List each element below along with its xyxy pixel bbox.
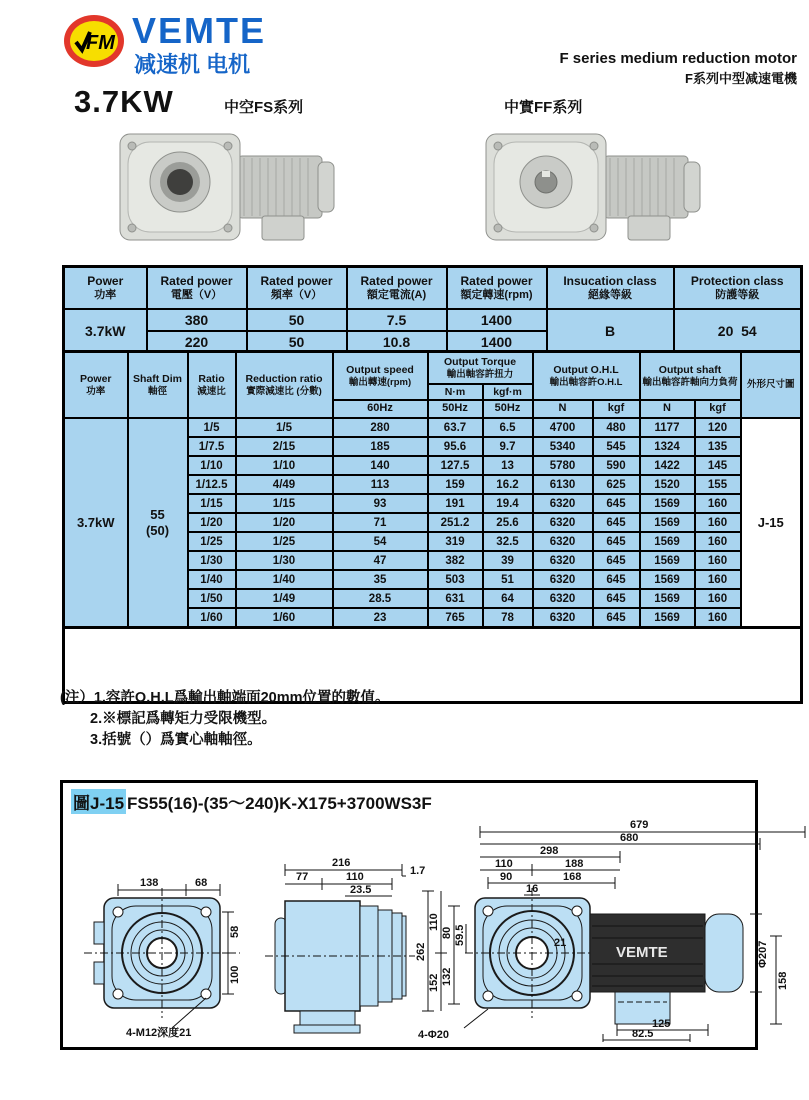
svg-text:59.5: 59.5 (454, 924, 466, 946)
cell: 1569 (640, 570, 695, 589)
series-title-en: F series medium reduction motor (559, 50, 797, 67)
cell: 765 (428, 608, 483, 628)
cell: 32.5 (483, 532, 533, 551)
cell: 39 (483, 551, 533, 570)
cell: 1/5 (236, 418, 333, 437)
power-rating-title: 3.7KW (74, 84, 174, 119)
vemte-logo-icon (62, 12, 126, 70)
cell: 28.5 (333, 589, 428, 608)
cell: 127.5 (428, 456, 483, 475)
col-power: Power 功率 (64, 352, 128, 419)
cell: 155 (695, 475, 741, 494)
cell: 4700 (533, 418, 593, 437)
cell: 1569 (640, 608, 695, 628)
svg-text:FM: FM (86, 32, 115, 54)
cell: 590 (593, 456, 640, 475)
cell: 382 (428, 551, 483, 570)
brand-name: VEMTE (132, 10, 267, 51)
cell: 113 (333, 475, 428, 494)
cell: 159 (428, 475, 483, 494)
ratio-spec-table (62, 350, 803, 704)
cell: 1/12.5 (188, 475, 236, 494)
hz-torque-kgfm: 50Hz (483, 400, 533, 418)
cell: 1/5 (188, 418, 236, 437)
cell: 1/50 (188, 589, 236, 608)
cell: 1/10 (188, 456, 236, 475)
cell: 1/15 (236, 494, 333, 513)
svg-text:110: 110 (346, 871, 364, 883)
cell: 35 (333, 570, 428, 589)
cell: 16.2 (483, 475, 533, 494)
cell: 6320 (533, 532, 593, 551)
product-photo-fs (112, 124, 347, 257)
model-code: FS55(16)-(35～240)K-X175+3700WS3F (127, 794, 432, 813)
hz-speed: 60Hz (333, 400, 428, 418)
cell: 78 (483, 608, 533, 628)
cell: 1/20 (188, 513, 236, 532)
svg-text:298: 298 (540, 845, 559, 857)
svg-text:152: 152 (428, 973, 440, 992)
cell: 380 (147, 309, 247, 331)
cell: 93 (333, 494, 428, 513)
note-line-1: (注）1.容許O.H.L爲輸出軸端面20mm位置的數值。 (60, 690, 390, 706)
rated-power-table (62, 265, 803, 355)
cell: 5340 (533, 437, 593, 456)
cell: 1569 (640, 551, 695, 570)
svg-text:VEMTE: VEMTE (616, 944, 668, 961)
cell: 645 (593, 589, 640, 608)
svg-text:77: 77 (296, 871, 309, 883)
svg-text:80: 80 (441, 926, 453, 939)
col-output-speed: Output speed 輸出轉速(rpm) (333, 352, 428, 401)
cell: 7.5 (347, 309, 447, 331)
notes-block (60, 688, 390, 751)
cell: 1/25 (236, 532, 333, 551)
cell: 1/10 (236, 456, 333, 475)
cell: 191 (428, 494, 483, 513)
power-value: 3.7kW (64, 309, 147, 354)
unit-shaft-n: N (640, 400, 695, 418)
cell: 251.2 (428, 513, 483, 532)
cell: 50 (247, 331, 347, 354)
cell: 1520 (640, 475, 695, 494)
cell: 503 (428, 570, 483, 589)
cell: 1/60 (188, 608, 236, 628)
insulation-value: B (547, 309, 674, 354)
unit-ohl-n: N (533, 400, 593, 418)
power-value: 3.7kW (64, 418, 128, 628)
cell: 6320 (533, 570, 593, 589)
cell: 135 (695, 437, 741, 456)
svg-text:16: 16 (526, 883, 539, 895)
cell: 1/49 (236, 589, 333, 608)
cell: 6.5 (483, 418, 533, 437)
cell: 120 (695, 418, 741, 437)
cell: 13 (483, 456, 533, 475)
col-frequency: Rated power 頻率（V） (247, 267, 347, 310)
svg-text:82.5: 82.5 (632, 1028, 654, 1040)
svg-text:58: 58 (229, 925, 241, 938)
svg-text:110: 110 (428, 913, 440, 931)
dimension-drawing (60, 806, 809, 1042)
series-label-ff: 中實FF系列 (504, 99, 583, 116)
cell: 1400 (447, 331, 547, 354)
cell: 645 (593, 570, 640, 589)
svg-text:68: 68 (195, 877, 208, 889)
svg-text:216: 216 (332, 857, 351, 869)
cell: 2/15 (236, 437, 333, 456)
cell: 23 (333, 608, 428, 628)
svg-text:110: 110 (495, 858, 513, 870)
svg-text:158: 158 (777, 971, 789, 990)
cell: 1422 (640, 456, 695, 475)
table-header-row (64, 267, 802, 310)
cell: 71 (333, 513, 428, 532)
svg-text:4-M12深度21: 4-M12深度21 (126, 1027, 192, 1039)
col-output-ohl: Output O.H.L 輸出軸容許O.H.L (533, 352, 640, 401)
cell: 25.6 (483, 513, 533, 532)
unit-nm: N·m (428, 384, 483, 400)
svg-text:262: 262 (415, 942, 427, 961)
svg-text:90: 90 (500, 871, 513, 883)
note-line-3: 3.括號（）爲實心軸軸徑。 (90, 732, 262, 749)
note-line-2: 2.※標記爲轉矩力受限機型。 (90, 711, 277, 728)
cell: 160 (695, 608, 741, 628)
col-insulation: Insucation class 絕緣等級 (547, 267, 674, 310)
cell: 160 (695, 513, 741, 532)
series-title-zh: F系列中型减速電機 (685, 71, 797, 86)
col-current: Rated power 額定電流(A) (347, 267, 447, 310)
cell: 51 (483, 570, 533, 589)
cell: 1/30 (236, 551, 333, 570)
cell: 5780 (533, 456, 593, 475)
col-speed: Rated power 額定轉速(rpm) (447, 267, 547, 310)
cell: 10.8 (347, 331, 447, 354)
cell: 6320 (533, 608, 593, 628)
brand-subtitle: 减速机 电机 (134, 52, 251, 77)
cell: 140 (333, 456, 428, 475)
cell: 645 (593, 513, 640, 532)
cell: 160 (695, 570, 741, 589)
cell: 645 (593, 551, 640, 570)
cell: 19.4 (483, 494, 533, 513)
cell: 645 (593, 608, 640, 628)
cell: 1/20 (236, 513, 333, 532)
col-reduction-ratio: Reduction ratio 實際減速比 (分數) (236, 352, 333, 419)
cell: 1/40 (236, 570, 333, 589)
svg-text:188: 188 (565, 858, 584, 870)
cell: 1569 (640, 513, 695, 532)
cell: 1569 (640, 532, 695, 551)
cell: 1/30 (188, 551, 236, 570)
cell: 160 (695, 494, 741, 513)
svg-text:138: 138 (140, 877, 159, 889)
cell: 54 (333, 532, 428, 551)
cell: 4/49 (236, 475, 333, 494)
cell: 50 (247, 309, 347, 331)
table-row (64, 418, 802, 437)
cell: 280 (333, 418, 428, 437)
cell: 1177 (640, 418, 695, 437)
unit-shaft-kgf: kgf (695, 400, 741, 418)
shaft-dim-value: 55 (50) (128, 418, 188, 628)
cell: 1/25 (188, 532, 236, 551)
hz-torque-nm: 50Hz (428, 400, 483, 418)
cell: 63.7 (428, 418, 483, 437)
svg-text:132: 132 (441, 967, 453, 986)
cell: 631 (428, 589, 483, 608)
svg-text:680: 680 (620, 832, 639, 844)
protection-value: 20 54 (674, 309, 802, 354)
cell: 185 (333, 437, 428, 456)
cell: 64 (483, 589, 533, 608)
unit-ohl-kgf: kgf (593, 400, 640, 418)
figure-ref-value: J-15 (741, 418, 802, 628)
svg-text:1.7: 1.7 (410, 865, 426, 877)
cell: 645 (593, 494, 640, 513)
cell: 9.7 (483, 437, 533, 456)
col-dimension-figure: 外形尺寸圖 (741, 352, 802, 419)
svg-text:4-Φ20: 4-Φ20 (418, 1029, 450, 1041)
cell: 95.6 (428, 437, 483, 456)
cell: 6320 (533, 551, 593, 570)
cell: 319 (428, 532, 483, 551)
cell: 1/15 (188, 494, 236, 513)
col-voltage: Rated power 電壓（V） (147, 267, 247, 310)
cell: 1/40 (188, 570, 236, 589)
series-label-fs: 中空FS系列 (224, 99, 304, 116)
unit-kgfm: kgf·m (483, 384, 533, 400)
cell: 1/60 (236, 608, 333, 628)
cell: 480 (593, 418, 640, 437)
cell: 645 (593, 532, 640, 551)
svg-text:100: 100 (229, 965, 241, 984)
col-output-torque: Output Torque 輸出軸容許扭力 (428, 352, 533, 385)
spec-table-body (64, 418, 802, 628)
cell: 1/7.5 (188, 437, 236, 456)
cell: 6320 (533, 494, 593, 513)
svg-text:21: 21 (554, 937, 567, 949)
svg-text:23.5: 23.5 (350, 884, 372, 896)
cell: 6130 (533, 475, 593, 494)
cell: 545 (593, 437, 640, 456)
col-output-shaft: Output shaft 輸出軸容許軸向力負荷 (640, 352, 741, 401)
svg-text:Φ207: Φ207 (757, 940, 769, 968)
cell: 160 (695, 551, 741, 570)
cell: 145 (695, 456, 741, 475)
table-header-row (64, 352, 802, 385)
cell: 6320 (533, 589, 593, 608)
col-shaft-dim: Shaft Dim 軸徑 (128, 352, 188, 419)
svg-text:125: 125 (652, 1018, 671, 1030)
cell: 47 (333, 551, 428, 570)
col-ratio: Ratio 減速比 (188, 352, 236, 419)
cell: 160 (695, 532, 741, 551)
svg-text:679: 679 (630, 819, 649, 831)
svg-text:168: 168 (563, 871, 582, 883)
col-power: Power 功率 (64, 267, 147, 310)
figure-label: 圖J-15 (71, 789, 126, 814)
cell: 1400 (447, 309, 547, 331)
cell: 220 (147, 331, 247, 354)
product-photo-ff (478, 124, 713, 257)
cell: 6320 (533, 513, 593, 532)
cell: 1569 (640, 589, 695, 608)
cell: 160 (695, 589, 741, 608)
cell: 1569 (640, 494, 695, 513)
cell: 625 (593, 475, 640, 494)
col-protection: Protection class 防護等級 (674, 267, 802, 310)
table-row (64, 309, 802, 331)
cell: 1324 (640, 437, 695, 456)
